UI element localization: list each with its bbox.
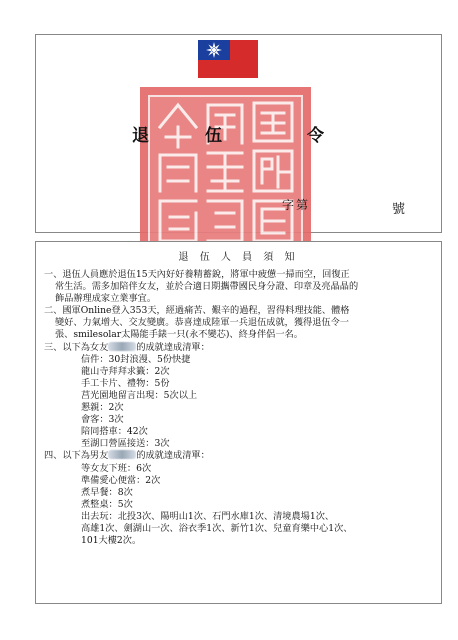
achievement-item: 會客：3次 [81, 414, 124, 426]
section-three-prefix: 三、以下為女友 [44, 341, 109, 353]
section-four-prefix: 四、以下為男友 [44, 450, 109, 462]
roc-flag-icon [198, 40, 258, 78]
number-suffix-hao: 號 [392, 202, 406, 217]
achievement-item: 至湖口營區接送：3次 [81, 438, 170, 450]
notice-line: 變好、力氣增大、交友變廣。恭喜達成陸軍一兵退伍成就，獲得退伍令一 [55, 317, 349, 329]
notice-line: 常生活。需多加陪伴女友，並於合適日期攜帶國民身分證、印章及亮晶晶的 [55, 281, 359, 293]
discharge-order-header-panel [35, 34, 442, 233]
achievement-item: 101大樓2次。 [81, 535, 142, 547]
section-three-suffix: 的成就達成清單： [136, 341, 210, 353]
achievement-item: 信件：30封浪漫、5份快捷 [81, 353, 191, 365]
achievement-item: 準備愛心便當：2次 [81, 474, 161, 486]
title-char-2: 伍 [205, 126, 222, 146]
number-prefix-zi: 字 [282, 198, 295, 212]
notice-line: 張、smilesolar太陽能手錶一只(永不變芯)、終身伴侶一名。 [55, 329, 303, 341]
notice-line: 一、退伍人員應於退伍15天內好好養精蓄銳，將軍中疲憊一掃而空，回復正 [44, 269, 350, 280]
achievement-item: 懇親：2次 [81, 402, 124, 414]
achievement-item: 出去玩：北投3次、陽明山1次、石門水庫1次、清境農場1次、 [81, 510, 335, 522]
achievement-item: 煮早餐：8次 [81, 486, 133, 498]
redacted-name-blur [108, 450, 136, 459]
achievement-item: 莒光園地留言出現：5次以上 [81, 389, 198, 401]
notice-body [44, 269, 436, 547]
achievement-item: 手工卡片、禮物：5份 [81, 377, 170, 389]
number-prefix-di: 第 [296, 198, 309, 212]
title-char-3: 令 [307, 126, 324, 146]
redacted-name-blur [108, 342, 136, 351]
notice-line [44, 450, 436, 462]
notice-line: 飾品辦理成家立業事宜。 [55, 293, 157, 305]
title-char-1: 退 [132, 126, 149, 146]
notice-title: 退 伍 人 員 須 知 [178, 252, 299, 263]
notice-line: 二、國軍Online登入353天，經過痛苦、艱辛的過程，習得料理技能、體格 [44, 305, 350, 317]
achievement-item: 陪同搭車：42次 [81, 426, 148, 438]
notice-panel [35, 241, 442, 604]
notice-line [44, 342, 436, 354]
section-four-suffix: 的成就達成清單： [136, 450, 210, 462]
achievement-item: 等女友下班：6次 [81, 462, 152, 474]
official-seal-stamp [140, 87, 311, 259]
achievement-item: 煮整桌：5次 [81, 498, 133, 510]
achievement-item: 高雄1次、劍湖山一次、浴衣季1次、新竹1次、兒童育樂中心1次、 [81, 522, 353, 534]
achievement-item: 龍山寺拜拜求籤：2次 [81, 365, 170, 377]
seal-glyphs [150, 97, 301, 249]
